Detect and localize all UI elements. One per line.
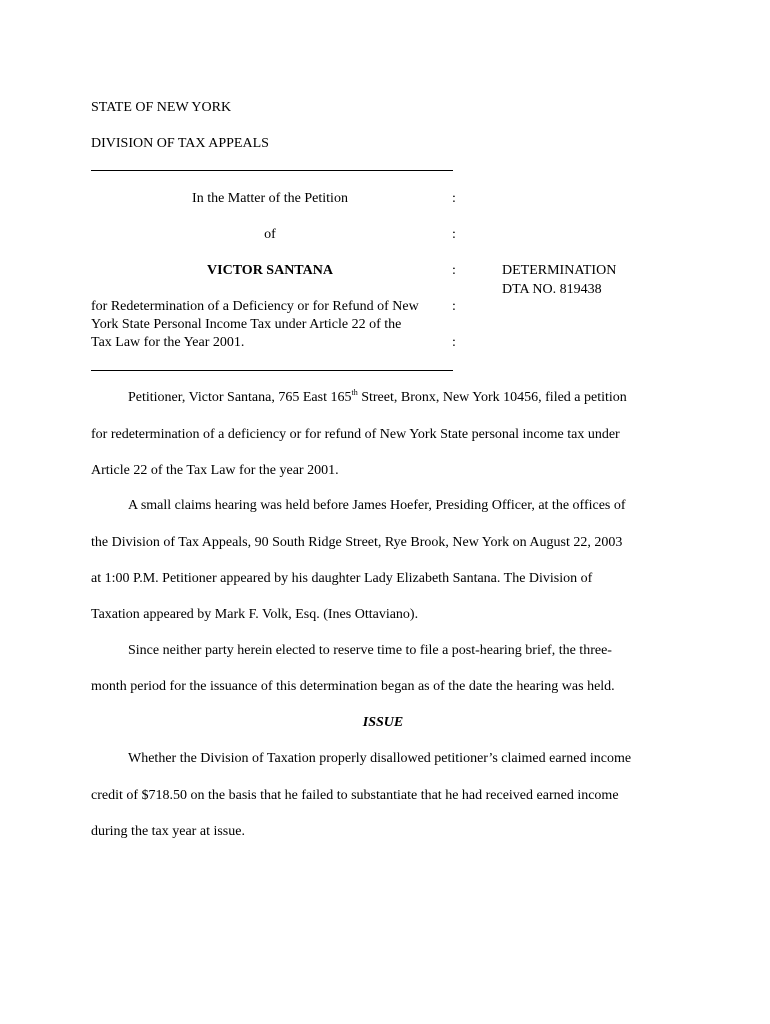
caption-purpose-line-3: Tax Law for the Year 2001. — [91, 335, 245, 350]
caption-colon: : — [452, 227, 456, 242]
dta-number: DTA NO. 819438 — [502, 282, 602, 297]
paragraph-1-line-1: Petitioner, Victor Santana, 765 East 165th Street, Bronx, New York 10456, filed a petition — [128, 388, 627, 405]
caption-colon: : — [452, 263, 456, 278]
paragraph-4-line-1: Whether the Division of Taxation properly disallowed petitioner’s claimed earned income — [128, 751, 632, 766]
caption-purpose-line-2: York State Personal Income Tax under Article 22 of the — [91, 317, 402, 332]
paragraph-2-line-1: A small claims hearing was held before James Hoefer, Presiding Officer, at the offices of — [128, 498, 626, 513]
paragraph-3-line-1: Since neither party herein elected to reserve time to file a post-hearing brief, the three- — [128, 643, 612, 658]
division-heading: DIVISION OF TAX APPEALS — [91, 136, 269, 151]
petitioner-name: VICTOR SANTANA — [207, 263, 333, 278]
paragraph-2-line-3: at 1:00 P.M. Petitioner appeared by his daughter Lady Elizabeth Santana. The Division of — [91, 571, 593, 586]
paragraph-4-line-2: credit of $718.50 on the basis that he failed to substantiate that he had received earned income — [91, 788, 619, 803]
paragraph-4-line-3: during the tax year at issue. — [91, 824, 245, 839]
caption-top-rule — [91, 170, 453, 171]
caption-of: of — [264, 227, 276, 242]
caption-purpose-line-1: for Redetermination of a Deficiency or for Refund of New — [91, 299, 419, 314]
paragraph-2-line-4: Taxation appeared by Mark F. Volk, Esq. (Ines Ottaviano). — [91, 607, 419, 622]
caption-colon: : — [452, 335, 456, 350]
caption-colon: : — [452, 191, 456, 206]
determination-label: DETERMINATION — [502, 263, 617, 278]
paragraph-1-line-3: Article 22 of the Tax Law for the year 2001. — [91, 463, 339, 478]
paragraph-1-line-2: for redetermination of a deficiency or for refund of New York State personal income tax under — [91, 427, 620, 442]
caption-colon: : — [452, 299, 456, 314]
state-heading: STATE OF NEW YORK — [91, 100, 232, 115]
issue-heading: ISSUE — [362, 715, 404, 730]
paragraph-3-line-2: month period for the issuance of this determination began as of the date the hearing was held. — [91, 679, 615, 694]
caption-matter: In the Matter of the Petition — [192, 191, 348, 206]
caption-bottom-rule — [91, 370, 453, 371]
paragraph-2-line-2: the Division of Tax Appeals, 90 South Ridge Street, Rye Brook, New York on August 22, 2003 — [91, 535, 623, 550]
